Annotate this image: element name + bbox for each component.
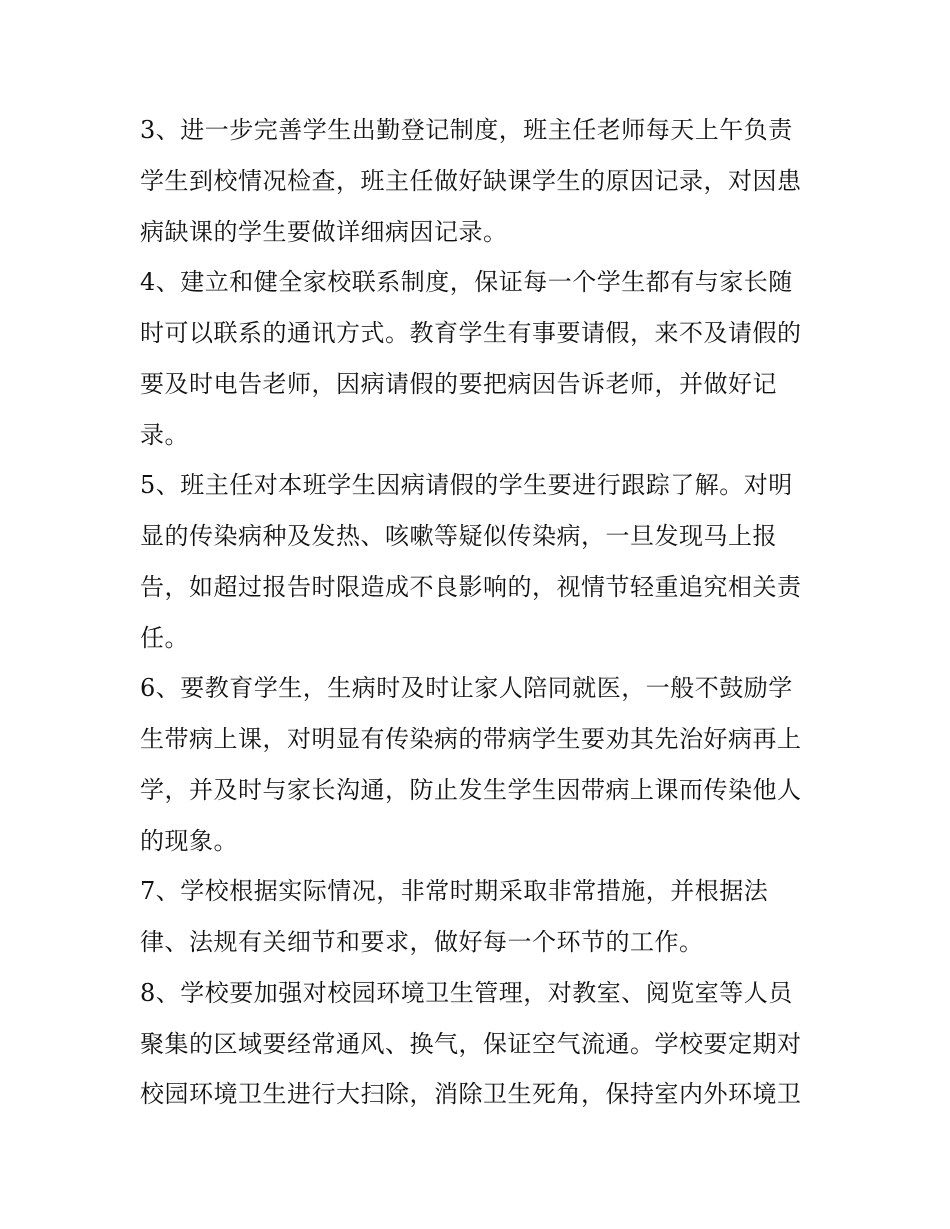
text-line: 显的传染病种及发热、咳嗽等疑似传染病，一旦发现马上报 — [140, 522, 777, 550]
text-line: 4、建立和健全家校联系制度，保证每一个学生都有与家长随 — [140, 268, 793, 296]
text-line: 学，并及时与家长沟通，防止发生学生因带病上课而传染他人 — [140, 776, 802, 804]
text-line: 的现象。 — [140, 827, 238, 855]
text-line: 律、法规有关细节和要求，做好每一个环节的工作。 — [140, 928, 704, 956]
text-line: 6、要教育学生，生病时及时让家人陪同就医，一般不鼓励学 — [140, 674, 793, 702]
text-line: 5、班主任对本班学生因病请假的学生要进行跟踪了解。对明 — [140, 471, 793, 499]
text-line: 时可以联系的通讯方式。教育学生有事要请假，来不及请假的 — [140, 319, 802, 347]
text-line: 告，如超过报告时限造成不良影响的，视情节轻重追究相关责 — [140, 573, 802, 601]
text-line: 病缺课的学生要做详细病因记录。 — [140, 218, 508, 246]
text-line: 8、学校要加强对校园环境卫生管理，对教室、阅览室等人员 — [140, 979, 793, 1007]
text-line: 3、进一步完善学生出勤登记制度，班主任老师每天上午负责 — [140, 116, 793, 144]
text-line: 聚集的区域要经常通风、换气，保证空气流通。学校要定期对 — [140, 1030, 802, 1058]
text-line: 生带病上课，对明显有传染病的带病学生要劝其先治好病再上 — [140, 725, 802, 753]
text-line: 任。 — [140, 624, 189, 652]
text-line: 要及时电告老师，因病请假的要把病因告诉老师，并做好记 — [140, 370, 777, 398]
text-line: 校园环境卫生进行大扫除，消除卫生死角，保持室内外环境卫 — [140, 1080, 802, 1108]
text-line: 7、学校根据实际情况，非常时期采取非常措施，并根据法 — [140, 877, 769, 905]
text-line: 录。 — [140, 421, 189, 449]
text-line: 学生到校情况检查，班主任做好缺课学生的原因记录，对因患 — [140, 167, 802, 195]
